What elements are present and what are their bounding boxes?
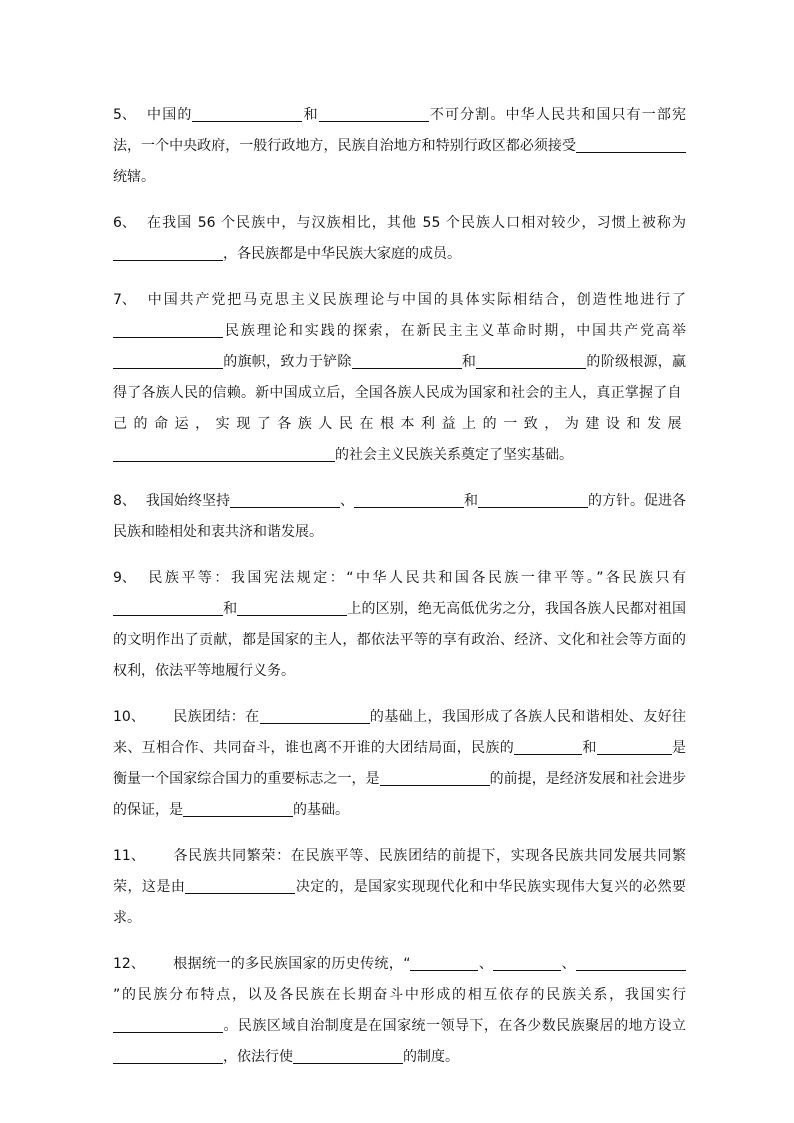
question-text: 自己的命运，实现了各族人民在根本利益上的一致，为建设和发展 [113,385,686,432]
answer-blank[interactable] [113,1047,223,1064]
answer-blank[interactable] [113,244,223,261]
question-text: 根据统一的多民族国家的历史传统，“ [172,956,411,972]
answer-blank[interactable] [380,769,490,786]
question-text: 是衡量一个国家综合国力的重要标志之一，是 [113,740,687,787]
question-text: 民族平等：我国宪法规定：“中华人民共和国各民族一律平等。”各民族只有 [145,570,686,586]
answer-blank[interactable] [185,877,295,894]
answer-blank[interactable] [113,352,223,369]
question-text: 统辖。 [113,169,155,185]
question-text: 中国共产党把马克思主义民族理论与中国的具体实际相结合，创造性地进行了 [145,292,686,308]
question-text: 中国的 [145,107,193,123]
question-text: 的前提，是经济发展和社会进步的保证，是 [113,771,687,818]
question-text: 的基础上，我国形成了各族人民和谐相处、友好往来、互相合作、共同奋斗，谁也离不开谁的大团结局面，民族的 [113,709,687,756]
question-6 [113,208,686,270]
answer-blank[interactable] [230,491,340,508]
question-number: 11、 [113,848,145,864]
question-text: 、 [561,956,577,972]
question-text: 我国始终坚持 [145,493,230,509]
question-11 [113,841,686,934]
question-text: 的制度。 [403,1049,459,1065]
answer-blank[interactable] [410,954,478,971]
answer-blank[interactable] [597,738,672,755]
question-text: ，各民族都是中华民族大家庭的成员。 [223,246,461,262]
answer-blank[interactable] [576,954,686,971]
question-text: 和 [463,493,478,509]
answer-blank[interactable] [113,1016,223,1033]
question-number: 5、 [113,107,136,123]
answer-blank[interactable] [113,599,223,616]
answer-blank[interactable] [478,491,588,508]
question-text: 的旗帜，致力于铲除 [223,354,352,370]
answer-blank[interactable] [514,738,582,755]
answer-blank[interactable] [352,352,462,369]
answer-blank[interactable] [319,105,429,122]
question-number: 6、 [113,215,136,231]
question-text: 各民族共同繁荣：在民族平等、民族团结的前提下，实现各民族共同发展共同繁荣，这是由 [113,848,686,895]
answer-blank[interactable] [576,136,686,153]
question-number: 7、 [113,292,136,308]
question-number: 8、 [113,493,136,509]
question-text: 的基础。 [293,802,349,818]
question-7 [113,285,686,471]
question-8 [113,486,686,548]
answer-blank[interactable] [493,954,561,971]
answer-blank[interactable] [260,707,370,724]
answer-blank[interactable] [293,1047,403,1064]
question-5 [113,100,686,193]
question-text: 、 [478,956,494,972]
answer-blank[interactable] [113,321,223,338]
question-text: 、 [339,493,354,509]
question-text: 上的区别，绝无高低优劣之分，我国各族人民都对祖国的文明作出了贡献，都是国家的主人，都依法平等的享有政治、经济、文化和社会等方面的权利，依法平等地履行义务。 [113,601,687,679]
question-text: ”的民族分布特点，以及各民族在长期奋斗中形成的相互依存的民族关系，我国实行 [113,987,686,1003]
answer-blank[interactable] [192,105,302,122]
question-text: 不可分割。中华人民共和国只有一部宪法，一个中央政府，一般行政地方，民族自治地方和特别行政区都必须接受 [113,107,687,154]
question-text: 和 [223,601,238,617]
answer-blank[interactable] [476,352,586,369]
question-text: 的方针。促进各民族和睦相处和衷共济和谐发展。 [113,493,687,540]
question-number: 9、 [113,570,136,586]
question-text: 和 [461,354,477,370]
question-text: 和 [582,740,597,756]
question-number: 10、 [113,709,145,725]
question-text: 在我国 56 个民族中，与汉族相比，其他 55 个民族人口相对较少，习惯上被称为 [145,215,686,231]
question-10 [113,702,686,826]
question-12 [113,949,686,1073]
question-text: 民族团结：在 [172,709,260,725]
question-text: 。民族区域自治制度是在国家统一领导下，在各少数民族聚居的地方设立 [223,1018,686,1034]
question-text: 和 [302,107,319,123]
question-number: 12、 [113,956,145,972]
question-text: 的社会主义民族关系奠定了坚实基础。 [335,447,573,463]
answer-blank[interactable] [183,800,293,817]
question-text: 决定的，是国家实现现代化和中华民族实现伟大复兴的必然要求。 [113,879,686,926]
answer-blank[interactable] [113,445,335,462]
question-text: ，依法行使 [223,1049,293,1065]
question-text: 民族理论和实践的探索，在新民主主义革命时期，中国共产党高举 [223,323,686,339]
question-text: 的阶级根源，赢得了各族人民的信赖。新中国成立后，全国各族人民成为国家和社会的主人，真正掌握了 [113,354,687,401]
question-9 [113,563,686,687]
answer-blank[interactable] [354,491,464,508]
answer-blank[interactable] [237,599,347,616]
